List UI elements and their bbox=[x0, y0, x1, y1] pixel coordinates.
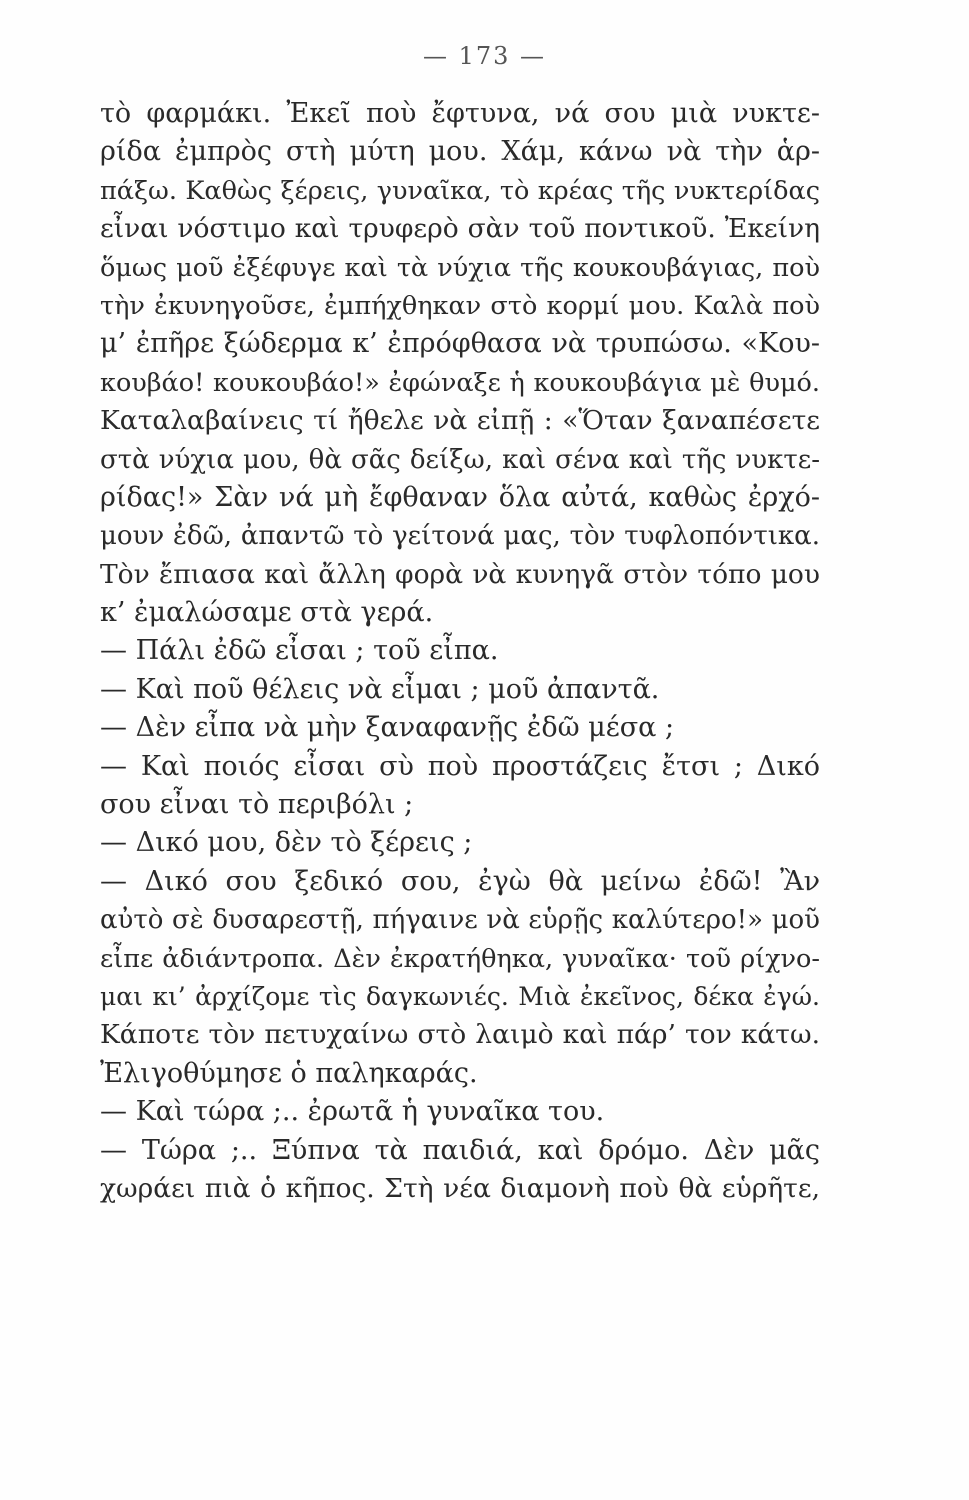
text-line: ρίδα ἐμπρὸς στὴ μύτη μου. Χάμ, κάνω νὰ τὴν ἁρ- bbox=[100, 136, 820, 168]
text-line: — Πάλι ἐδῶ εἶσαι ; τοῦ εἶπα. bbox=[100, 635, 499, 667]
text-line: στὰ νύχια μου, θὰ σᾶς δείξω, καὶ σένα καὶ τῆς νυκτε- bbox=[100, 444, 820, 475]
text-line: κ’ ἐμαλώσαμε στὰ γερά. bbox=[100, 597, 434, 629]
text-line: ρίδας!» Σὰν νά μὴ ἔφθαναν ὅλα αὐτά, καθὼς ἐρχό- bbox=[100, 481, 820, 513]
text-line: χωράει πιὰ ὁ κῆπος. Στὴ νέα διαμονὴ ποὺ θὰ εὑρῆτε, bbox=[100, 1172, 820, 1204]
text-line: πάξω. Καθὼς ξέρεις, γυναῖκα, τὸ κρέας τῆς νυκτερίδας bbox=[100, 175, 820, 206]
text-line: κουβάο! κουκουβάο!» ἐφώναξε ἡ κουκουβάγια μὲ θυμό. bbox=[100, 367, 820, 398]
text-line: — Καὶ ποιός εἶσαι σὺ ποὺ προστάζεις ἔτσι ; Δικό bbox=[100, 750, 820, 782]
text-line: Ἐλιγοθύμησε ὁ παληκαράς. bbox=[100, 1057, 478, 1089]
text-line: Τὸν ἔπιασα καὶ ἄλλη φορὰ νὰ κυνηγᾶ στὸν τόπο μου bbox=[100, 558, 820, 590]
text-line: Κάποτε τὸν πετυχαίνω στὸ λαιμὸ καὶ πάρ’ τον κάτω. bbox=[100, 1019, 820, 1051]
page-number: — 173 — bbox=[422, 42, 547, 70]
text-line: αὐτὸ σὲ δυσαρεστῇ, πήγαινε νὰ εὑρῇς καλύτερο!» μοῦ bbox=[100, 905, 820, 936]
text-line: — Καὶ ποῦ θέλεις νὰ εἶμαι ; μοῦ ἀπαντᾶ. bbox=[100, 673, 660, 705]
text-line: — Τώρα ;.. Ξύπνα τὰ παιδιά, καὶ δρόμο. Δὲν μᾶς bbox=[100, 1134, 820, 1166]
text-line: εἶναι νόστιμο καὶ τρυφερὸ σὰν τοῦ ποντικοῦ. Ἐκείνη bbox=[100, 213, 820, 245]
text-line: — Δὲν εἶπα νὰ μὴν ξαναφανῇς ἐδῶ μέσα ; bbox=[100, 712, 675, 744]
text-line: — Δικό σου ξεδικό σου, ἐγὼ θὰ μείνω ἐδῶ! Ἂν bbox=[100, 865, 820, 897]
text-line: μαι κι’ ἀρχίζομε τὶς δαγκωνιές. Μιὰ ἐκεῖνος, δέκα ἐγώ. bbox=[100, 981, 820, 1011]
text-line: τὸ φαρμάκι. Ἐκεῖ ποὺ ἔφτυνα, νά σου μιὰ νυκτε- bbox=[100, 98, 820, 129]
text-line: Καταλαβαίνεις τί ἤθελε νὰ εἰπῇ : «Ὅταν ξαναπέσετε bbox=[100, 405, 820, 437]
text-line: μ’ ἐπῆρε ξώδερμα κ’ ἐπρόφθασα νὰ τρυπώσω. «Κου- bbox=[100, 328, 820, 360]
text-line: τὴν ἐκυνηγοῦσε, ἐμπήχθηκαν στὸ κορμί μου. Καλὰ ποὺ bbox=[100, 290, 820, 321]
text-line: — Καὶ τώρα ;.. ἐρωτᾶ ἡ γυναῖκα του. bbox=[100, 1096, 605, 1128]
body-text bbox=[100, 95, 820, 1208]
text-line: — Δικό μου, δὲν τὸ ξέρεις ; bbox=[100, 827, 473, 859]
text-line: μουν ἐδῶ, ἀπαντῶ τὸ γείτονά μας, τὸν τυφλοπόντικα. bbox=[100, 521, 820, 552]
text-line: ὅμως μοῦ ἐξέφυγε καὶ τὰ νύχια τῆς κουκουβάγιας, ποὺ bbox=[100, 252, 820, 283]
text-line: εἶπε ἀδιάντροπα. Δὲν ἐκρατήθηκα, γυναῖκα· τοῦ ρίχνο- bbox=[100, 943, 820, 974]
text-line: σου εἶναι τὸ περιβόλι ; bbox=[100, 789, 414, 821]
